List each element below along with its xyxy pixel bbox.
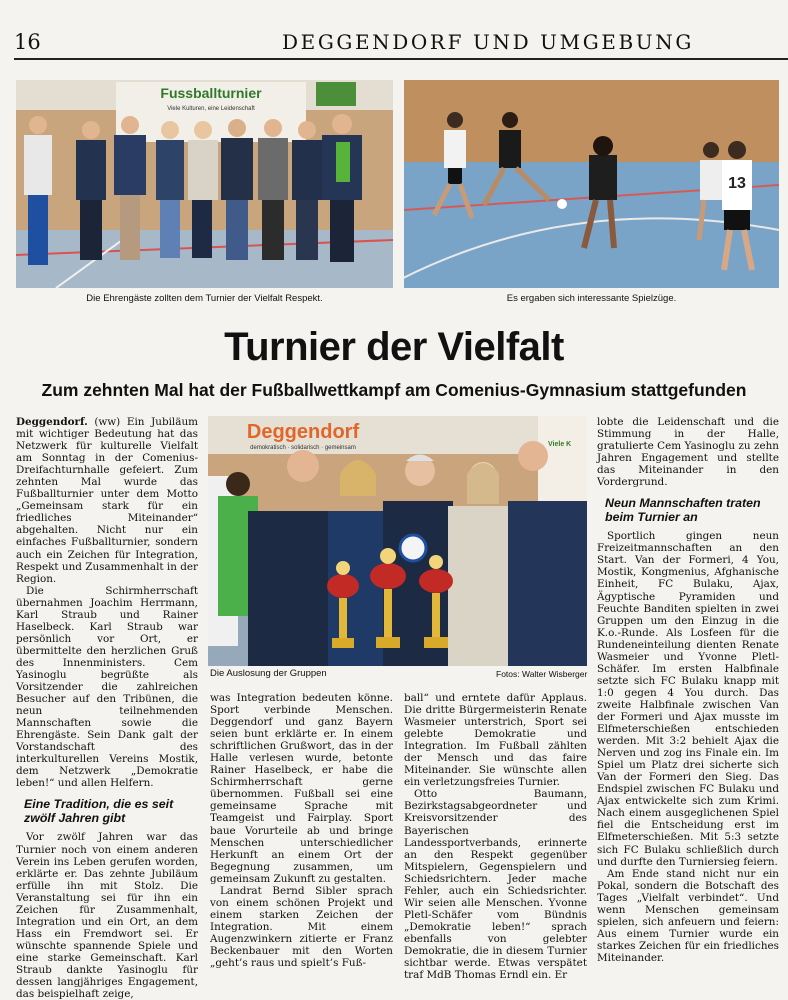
- subheading-teams: Neun Mannschaften traten beim Turnier an: [605, 496, 761, 525]
- page-number: 16: [14, 30, 41, 54]
- article-column-4: [597, 416, 779, 964]
- article-column-1: [16, 416, 198, 1000]
- trophies: [327, 548, 453, 648]
- caption-group-draw: Die Auslosung der Gruppen: [210, 668, 327, 679]
- banner-subtitle: Viele Kulturen, eine Leidenschaft: [167, 106, 255, 112]
- paragraph: Die Schirmherrschaft übernahmen Joachim Herrmann, Karl Straub und Rainer Haselbeck. Karl Straub war persönlich vor Ort, er übermittelte den herzlichen Gruß des Innenministers. Cem Yasinoglu begrüßte als Vorsitzender die zahlreichen Besucher auf den Tribünen, die neun teilnehmenden Mannschaften sowie die Ehrengäste. Sein Dank galt der Vorstandschaft des interkulturellen Vereins Mostik, dem Netzwerk „Demokratie leben!“ und allen Helfern.: [16, 584, 198, 790]
- paragraph: Vor zwölf Jahren war das Turnier noch von einem anderen Verein ins Leben gerufen worden, erklärte er. Das zehnte Jubiläum erfülle ihn mit Stolz. Die Veranstaltung sei für ihn ein Zeichen für Zusammenhalt, Integration und ein Ort, an dem Hass ein Fremdwort sei. Er wünschte spannende Spiele und eine starke Gemeinschaft. Karl Straub dankte Yasinoglu für dessen langjähriges Engagement, das beispielhaft zeige,: [16, 831, 198, 1000]
- article-title: Turnier der Vielfalt: [224, 325, 564, 369]
- paragraph-intro: [16, 416, 198, 585]
- photo-honored-guests-image: [16, 80, 393, 288]
- photo-game-action: [404, 80, 779, 288]
- dateline: Deggendorf.: [16, 416, 88, 428]
- section-title: DEGGENDORF UND UMGEBUNG: [282, 30, 694, 54]
- photo-group-draw: [208, 416, 587, 666]
- photo-honored-guests: [16, 80, 393, 288]
- center-banner-title: Deggendorf: [246, 421, 360, 443]
- photo-credit: Fotos: Walter Wisberger: [496, 669, 588, 679]
- paragraph: Landrat Bernd Sibler sprach von einem schönen Projekt und einem starken Zeichen der Integration. Mit einem Augenzwinkern zitierte er Franz Beckenbauer mit den Worten „geht’s raus und spielt’s Fuß-: [210, 884, 393, 970]
- center-banner-subtitle: demokratisch · solidarisch · gemeinsam: [250, 445, 356, 451]
- paragraph: was Integration bedeuten könne. Sport verbinde Menschen. Deggendorf und ganz Bayern seien bunt erklärte er. In einem schriftlichen Grußwort, das in der Halle verlesen wurde, betonte Rainer Haselbeck, er habe die Schirmherrschaft gerne übernommen. Fußball sei eine gemeinsame Sprache mit Teamgeist und Fairplay. Sport baue Vorurteile ab und bringe Menschen unterschiedlicher Herkunft an einem Ort der Begegnung zusammen, um gemeinsam Zukunft zu gestalten.: [210, 692, 393, 885]
- header-rule: [14, 58, 788, 60]
- center-banner-right: Viele K: [548, 441, 572, 448]
- caption-game-action: Es ergaben sich interessante Spielzüge.: [506, 293, 677, 304]
- photo-group-draw-image: [208, 416, 587, 666]
- paragraph: Am Ende stand nicht nur ein Pokal, sondern die Botschaft des Tages „Vielfalt verbindet“. Und wenn Menschen gemeinsam spielen, sich anfeuern und feiern: Aus einem Turnier wurde ein starkes Zeichen für ein friedliches Miteinander.: [597, 867, 779, 964]
- photo-game-action-image: [404, 80, 779, 288]
- subheading-tradition: Eine Tradition, die es seit zwölf Jahren gibt: [24, 797, 174, 826]
- paragraph: Otto Baumann, Bezirkstagsabgeordneter und Kreisvorsitzender des Bayerischen Landessportverbands, erinnerte an den Respekt gegenüber Mitspielern, Gegenspielern und Schiedsrichtern. Jeder mache Fehler, auch ein Schiedsrichter. Wir seien alle Menschen. Yvonne Pletl-Schäfer vom Bündnis „Demokratie leben!“ sprach ebenfalls von gelebter Demokratie, die in diesem Turnier sichtbar werde. Etwas verspätet traf MdB Thomas Erndl ein. Er: [404, 788, 587, 982]
- article-subtitle: Zum zehnten Mal hat der Fußballwettkampf am Comenius-Gymnasium stattgefunden: [41, 380, 747, 400]
- paragraph: lobte die Leidenschaft und die Stimmung in der Halle, gratulierte Cem Yasinoglu zu zehn Jahren Engagement und stellte das Miteinander in den Vordergrund.: [597, 416, 779, 489]
- article-column-3: [404, 692, 587, 981]
- jersey-number: 13: [728, 175, 746, 192]
- intro-text: (ww) Ein Jubiläum mit wichtiger Bedeutung hat das Netzwerk für kulturelle Vielfalt am Sonntag in der Comenius-Dreifachturnhalle gefeiert. Zum zehnten Mal wurde das Fußballturnier unter dem Motto „Gemeinsam stark für ein friedliches Miteinander“ abgehalten. Nicht nur ein einfaches Fußballturnier, sondern auch ein Zeichen für Integration, Respekt und Zusammenhalt in der Region.: [16, 416, 198, 585]
- caption-honored-guests: Die Ehrengäste zollten dem Turnier der Vielfalt Respekt.: [86, 293, 323, 304]
- article-column-2: [210, 692, 393, 969]
- banner-title: Fussballturnier: [160, 85, 262, 101]
- paragraph: ball“ und erntete dafür Applaus. Die dritte Bürgermeisterin Renate Wasmeier unterstrich, Sport sei gelebte Demokratie und Integration. Im Fußball zählten der Mensch und das faire Miteinander. Sie wünschte allen ein verletzungsfreies Turnier.: [404, 692, 587, 789]
- paragraph: Sportlich gingen neun Freizeitmannschaften an den Start. Van der Formeri, 4 You, Mostik, Kongmenius, Afghanische Einheit, FC Bulaku, Ajax, Ägyptische Pyramiden und Feuchte Banditen spielten in zwei Gruppen um den Einzug in die K.o.-Runde. Als Losfeen für die Rundeneinteilung dienten Renate Wasmeier und Yvonne Pletl-Schäfer. Im ersten Halbfinale setzte sich FC Bulaku knapp mit 1:0 gegen 4 You durch. Das zweite Halbfinale zwischen Van der Formeri und Ajax musste im Elfmeterschießen entschieden werden. Mit 3:2 behielt Ajax die Nerven und zog ins Finale ein. Im Spiel um Platz drei sicherte sich Van der Formeri den Sieg. Das Endspiel zwischen FC Bulaku und Ajax entwickelte sich zum Krimi. Nach einem ausgeglichenen Spiel fiel die Entscheidung erst im Elfmeterschießen. Mit 5:3 setzte sich FC Bulaku schließlich durch und durfte den Turniersieg feiern.: [597, 530, 779, 868]
